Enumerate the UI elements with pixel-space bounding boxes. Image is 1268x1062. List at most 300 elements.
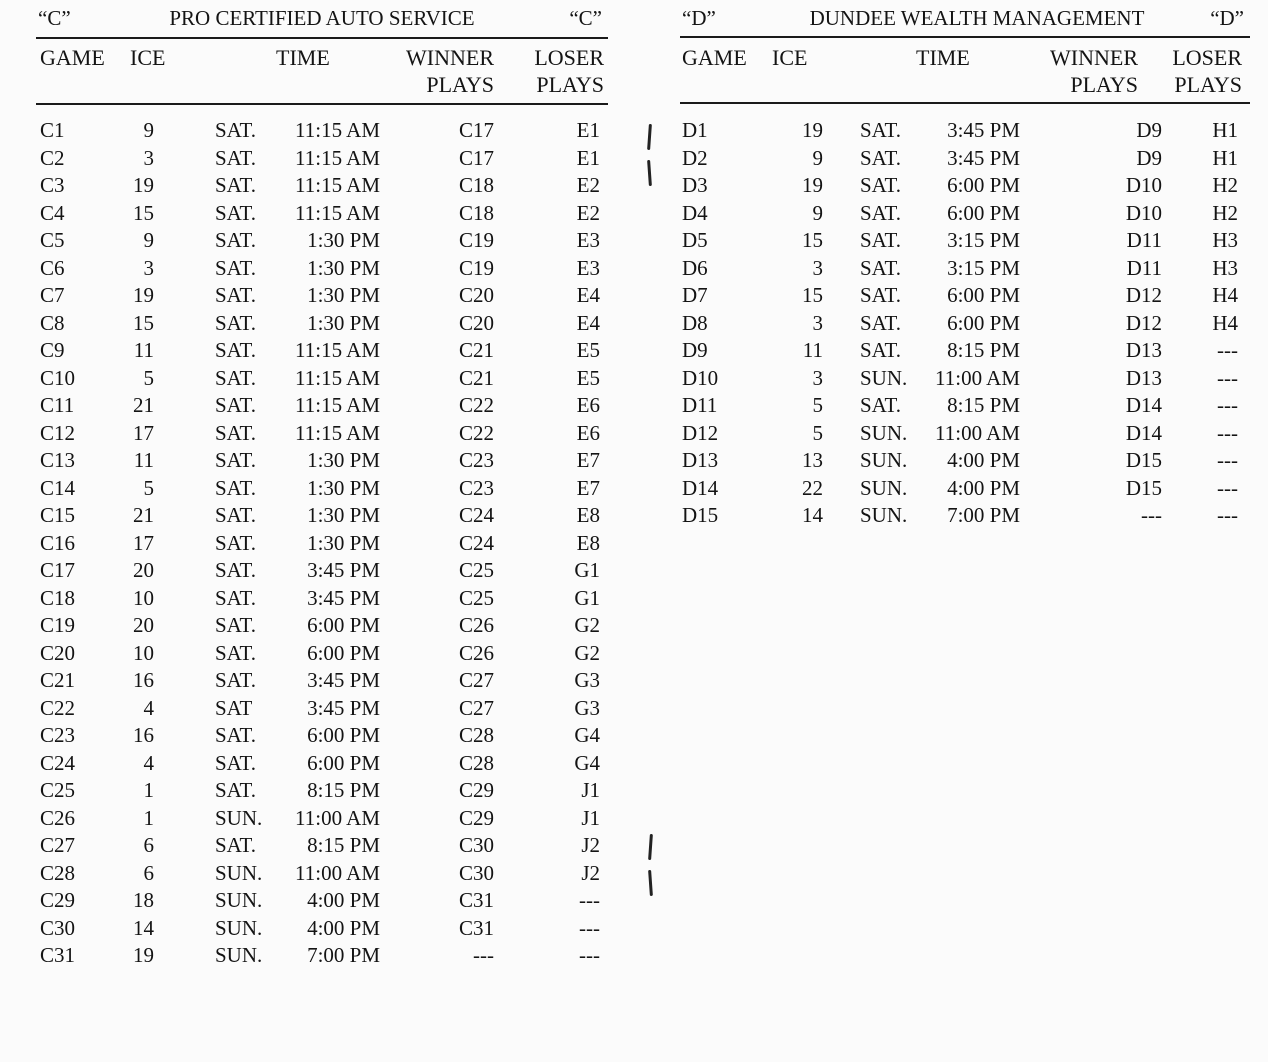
day-cell: SAT. bbox=[215, 778, 257, 802]
game-cell: C7 bbox=[40, 283, 65, 307]
table-row bbox=[36, 501, 608, 529]
table-row bbox=[36, 446, 608, 474]
time-cell: 8:15 PM bbox=[947, 393, 1020, 417]
table-row bbox=[36, 474, 608, 502]
time-cell: 11:00 AM bbox=[295, 805, 380, 830]
loser-plays-cell: H4 bbox=[1212, 310, 1238, 335]
game-cell: C20 bbox=[40, 640, 76, 665]
time-cell: 1:30 PM bbox=[307, 448, 380, 472]
game-cell: C5 bbox=[40, 228, 65, 252]
loser-plays-cell: H3 bbox=[1212, 228, 1238, 252]
ice-cell: 15 bbox=[133, 310, 154, 335]
table-row bbox=[36, 804, 608, 832]
winner-plays-cell: C17 bbox=[458, 118, 494, 142]
day-cell: SAT. bbox=[215, 228, 257, 252]
loser-plays-cell: E6 bbox=[576, 393, 600, 417]
staple-mark bbox=[648, 870, 653, 896]
table-row bbox=[36, 749, 608, 777]
ice-cell: 19 bbox=[133, 943, 154, 967]
day-cell: SAT. bbox=[215, 118, 257, 142]
table-row bbox=[36, 226, 608, 254]
loser-plays-cell: H1 bbox=[1212, 145, 1238, 170]
loser-plays-cell: E4 bbox=[576, 310, 600, 335]
loser-plays-cell: --- bbox=[1217, 365, 1238, 390]
loser-plays-cell: H3 bbox=[1212, 255, 1238, 280]
winner-plays-cell: D13 bbox=[1125, 338, 1162, 362]
header-winner-plays: PLAYS bbox=[1070, 72, 1138, 97]
time-cell: 6:00 PM bbox=[307, 640, 380, 665]
game-cell: C16 bbox=[40, 530, 76, 555]
bracket-d-left-tag: “D” bbox=[682, 6, 716, 30]
winner-plays-cell: C29 bbox=[458, 778, 494, 802]
winner-plays-cell: D11 bbox=[1126, 228, 1162, 252]
day-cell: SAT. bbox=[215, 393, 257, 417]
table-row bbox=[680, 474, 1250, 502]
day-cell: SAT. bbox=[215, 365, 257, 390]
table-row bbox=[36, 254, 608, 282]
table-row bbox=[680, 446, 1250, 474]
game-cell: C29 bbox=[40, 888, 76, 912]
table-row bbox=[36, 886, 608, 914]
day-cell: SUN. bbox=[860, 503, 908, 527]
time-cell: 3:45 PM bbox=[307, 558, 380, 582]
game-cell: D13 bbox=[682, 448, 719, 472]
bracket-c-left-tag: “C” bbox=[38, 6, 71, 30]
game-cell: C8 bbox=[40, 310, 65, 335]
time-cell: 7:00 PM bbox=[947, 503, 1020, 527]
day-cell: SAT. bbox=[215, 723, 257, 747]
day-cell: SAT. bbox=[215, 558, 257, 582]
day-cell: SAT. bbox=[215, 475, 257, 500]
ice-cell: 3 bbox=[812, 365, 823, 390]
day-cell: SAT. bbox=[215, 200, 257, 225]
time-cell: 11:15 AM bbox=[295, 393, 380, 417]
table-row bbox=[680, 226, 1250, 254]
day-cell: SUN. bbox=[215, 943, 263, 967]
loser-plays-cell: H2 bbox=[1212, 173, 1238, 197]
winner-plays-cell: C20 bbox=[458, 283, 494, 307]
ice-cell: 11 bbox=[133, 338, 154, 362]
header-winner-plays: PLAYS bbox=[426, 72, 494, 97]
game-cell: C11 bbox=[40, 393, 75, 417]
header-ice: ICE bbox=[772, 45, 808, 70]
winner-plays-cell: C18 bbox=[458, 173, 494, 197]
game-cell: C9 bbox=[40, 338, 65, 362]
staple-mark bbox=[648, 834, 653, 860]
header-bottom-rule bbox=[680, 102, 1250, 104]
time-cell: 8:15 PM bbox=[947, 338, 1020, 362]
winner-plays-cell: C22 bbox=[458, 420, 494, 445]
time-cell: 1:30 PM bbox=[307, 283, 380, 307]
ice-cell: 5 bbox=[143, 475, 154, 500]
time-cell: 4:00 PM bbox=[947, 448, 1020, 472]
ice-cell: 6 bbox=[143, 860, 154, 885]
time-cell: 3:45 PM bbox=[947, 118, 1020, 142]
winner-plays-cell: C31 bbox=[458, 915, 494, 940]
ice-cell: 22 bbox=[802, 475, 823, 500]
table-row bbox=[36, 611, 608, 639]
loser-plays-cell: G4 bbox=[574, 723, 600, 747]
loser-plays-cell: E8 bbox=[576, 530, 600, 555]
ice-cell: 6 bbox=[143, 833, 154, 857]
ice-cell: 5 bbox=[812, 393, 823, 417]
loser-plays-cell: E7 bbox=[576, 448, 600, 472]
time-cell: 1:30 PM bbox=[307, 255, 380, 280]
table-row bbox=[36, 336, 608, 364]
day-cell: SAT. bbox=[860, 255, 902, 280]
game-cell: C27 bbox=[40, 833, 76, 857]
loser-plays-cell: --- bbox=[1217, 420, 1238, 445]
ice-cell: 21 bbox=[133, 503, 154, 527]
loser-plays-cell: E1 bbox=[576, 118, 600, 142]
ice-cell: 19 bbox=[802, 118, 823, 142]
game-cell: C12 bbox=[40, 420, 76, 445]
ice-cell: 15 bbox=[802, 228, 823, 252]
table-row bbox=[36, 391, 608, 419]
header-loser: LOSER bbox=[1172, 45, 1242, 70]
winner-plays-cell: C21 bbox=[458, 365, 494, 390]
loser-plays-cell: G3 bbox=[574, 668, 600, 692]
time-cell: 4:00 PM bbox=[947, 475, 1020, 500]
ice-cell: 3 bbox=[143, 145, 154, 170]
ice-cell: 4 bbox=[143, 750, 154, 775]
game-cell: C17 bbox=[40, 558, 76, 582]
day-cell: SUN. bbox=[860, 420, 908, 445]
day-cell: SAT. bbox=[215, 338, 257, 362]
ice-cell: 18 bbox=[133, 888, 154, 912]
day-cell: SAT. bbox=[215, 283, 257, 307]
ice-cell: 5 bbox=[812, 420, 823, 445]
ice-cell: 1 bbox=[143, 778, 154, 802]
staple-mark bbox=[647, 160, 652, 186]
loser-plays-cell: G1 bbox=[574, 558, 600, 582]
loser-plays-cell: --- bbox=[1217, 338, 1238, 362]
ice-cell: 16 bbox=[133, 723, 154, 747]
table-row bbox=[36, 941, 608, 969]
day-cell: SAT. bbox=[215, 255, 257, 280]
day-cell: SAT bbox=[215, 695, 253, 720]
day-cell: SAT. bbox=[215, 750, 257, 775]
winner-plays-cell: C27 bbox=[458, 695, 494, 720]
game-cell: D9 bbox=[682, 338, 708, 362]
winner-plays-cell: C26 bbox=[458, 613, 494, 637]
game-cell: D11 bbox=[682, 393, 718, 417]
winner-plays-cell: --- bbox=[473, 943, 494, 967]
time-cell: 6:00 PM bbox=[307, 750, 380, 775]
time-cell: 11:00 AM bbox=[295, 860, 380, 885]
day-cell: SAT. bbox=[215, 585, 257, 610]
winner-plays-cell: D10 bbox=[1125, 173, 1162, 197]
table-row bbox=[36, 639, 608, 667]
day-cell: SAT. bbox=[860, 283, 902, 307]
header-winner: WINNER bbox=[406, 45, 494, 70]
bracket-d-panel bbox=[680, 0, 1250, 560]
game-cell: D4 bbox=[682, 200, 708, 225]
time-cell: 3:15 PM bbox=[947, 228, 1020, 252]
bracket-d-right-tag: “D” bbox=[1210, 6, 1244, 30]
header-loser-plays: PLAYS bbox=[1174, 72, 1242, 97]
game-cell: D3 bbox=[682, 173, 708, 197]
time-cell: 4:00 PM bbox=[307, 888, 380, 912]
ice-cell: 20 bbox=[133, 558, 154, 582]
table-row bbox=[680, 144, 1250, 172]
loser-plays-cell: E6 bbox=[576, 420, 600, 445]
time-cell: 11:15 AM bbox=[295, 145, 380, 170]
table-row bbox=[36, 831, 608, 859]
table-row bbox=[680, 364, 1250, 392]
table-row bbox=[680, 501, 1250, 529]
time-cell: 6:00 PM bbox=[947, 200, 1020, 225]
loser-plays-cell: E1 bbox=[576, 145, 600, 170]
day-cell: SAT. bbox=[215, 503, 257, 527]
table-row bbox=[36, 584, 608, 612]
day-cell: SAT. bbox=[860, 173, 902, 197]
day-cell: SAT. bbox=[860, 228, 902, 252]
winner-plays-cell: C30 bbox=[458, 833, 494, 857]
day-cell: SUN. bbox=[860, 365, 908, 390]
winner-plays-cell: C25 bbox=[458, 558, 494, 582]
winner-plays-cell: C23 bbox=[458, 448, 494, 472]
day-cell: SAT. bbox=[860, 145, 902, 170]
ice-cell: 10 bbox=[133, 585, 154, 610]
time-cell: 11:15 AM bbox=[295, 365, 380, 390]
ice-cell: 19 bbox=[133, 283, 154, 307]
time-cell: 1:30 PM bbox=[307, 310, 380, 335]
ice-cell: 4 bbox=[143, 695, 154, 720]
ice-cell: 3 bbox=[812, 255, 823, 280]
loser-plays-cell: E3 bbox=[576, 228, 600, 252]
table-row bbox=[680, 281, 1250, 309]
winner-plays-cell: C17 bbox=[458, 145, 494, 170]
game-cell: C25 bbox=[40, 778, 76, 802]
ice-cell: 20 bbox=[133, 613, 154, 637]
header-ice: ICE bbox=[130, 45, 166, 70]
table-row bbox=[36, 419, 608, 447]
loser-plays-cell: E4 bbox=[576, 283, 600, 307]
bracket-c-right-tag: “C” bbox=[569, 6, 602, 30]
loser-plays-cell: H2 bbox=[1212, 200, 1238, 225]
loser-plays-cell: E5 bbox=[576, 338, 600, 362]
header-time: TIME bbox=[916, 45, 970, 70]
loser-plays-cell: --- bbox=[579, 943, 600, 967]
loser-plays-cell: H1 bbox=[1212, 118, 1238, 142]
time-cell: 6:00 PM bbox=[947, 283, 1020, 307]
time-cell: 1:30 PM bbox=[307, 475, 380, 500]
game-cell: C21 bbox=[40, 668, 76, 692]
table-row bbox=[36, 556, 608, 584]
game-cell: D5 bbox=[682, 228, 708, 252]
day-cell: SAT. bbox=[215, 420, 257, 445]
loser-plays-cell: --- bbox=[1217, 448, 1238, 472]
ice-cell: 9 bbox=[143, 118, 154, 142]
loser-plays-cell: J2 bbox=[581, 860, 600, 885]
table-row bbox=[36, 914, 608, 942]
time-cell: 11:15 AM bbox=[295, 118, 380, 142]
ice-cell: 10 bbox=[133, 640, 154, 665]
bracket-d-title: DUNDEE WEALTH MANAGEMENT bbox=[809, 6, 1145, 30]
game-cell: C13 bbox=[40, 448, 76, 472]
table-row bbox=[36, 776, 608, 804]
time-cell: 3:45 PM bbox=[307, 695, 380, 720]
table-row bbox=[36, 281, 608, 309]
bracket-c-schedule-table bbox=[36, 116, 608, 969]
loser-plays-cell: G2 bbox=[574, 613, 600, 637]
game-cell: D8 bbox=[682, 310, 708, 335]
loser-plays-cell: G3 bbox=[574, 695, 600, 720]
table-row bbox=[680, 336, 1250, 364]
time-cell: 11:15 AM bbox=[295, 338, 380, 362]
loser-plays-cell: E5 bbox=[576, 365, 600, 390]
winner-plays-cell: D13 bbox=[1125, 365, 1162, 390]
bracket-d-schedule-table bbox=[680, 116, 1250, 529]
winner-plays-cell: C25 bbox=[458, 585, 494, 610]
game-cell: D1 bbox=[682, 118, 708, 142]
ice-cell: 9 bbox=[143, 228, 154, 252]
table-row bbox=[36, 859, 608, 887]
time-cell: 6:00 PM bbox=[947, 310, 1020, 335]
game-cell: D6 bbox=[682, 255, 708, 280]
loser-plays-cell: --- bbox=[1217, 475, 1238, 500]
ice-cell: 19 bbox=[802, 173, 823, 197]
header-loser-plays: PLAYS bbox=[536, 72, 604, 97]
winner-plays-cell: C24 bbox=[458, 530, 494, 555]
winner-plays-cell: C19 bbox=[458, 228, 494, 252]
day-cell: SAT. bbox=[860, 393, 902, 417]
game-cell: C19 bbox=[40, 613, 76, 637]
day-cell: SAT. bbox=[215, 530, 257, 555]
loser-plays-cell: E7 bbox=[576, 475, 600, 500]
winner-plays-cell: C30 bbox=[458, 860, 494, 885]
ice-cell: 15 bbox=[802, 283, 823, 307]
time-cell: 11:15 AM bbox=[295, 173, 380, 197]
time-cell: 8:15 PM bbox=[307, 833, 380, 857]
header-bottom-rule bbox=[36, 103, 608, 105]
game-cell: C28 bbox=[40, 860, 76, 885]
game-cell: D10 bbox=[682, 365, 719, 390]
game-cell: C15 bbox=[40, 503, 76, 527]
day-cell: SAT. bbox=[215, 310, 257, 335]
day-cell: SAT. bbox=[215, 668, 257, 692]
loser-plays-cell: E2 bbox=[576, 173, 600, 197]
table-row bbox=[36, 666, 608, 694]
table-row bbox=[36, 721, 608, 749]
day-cell: SAT. bbox=[215, 613, 257, 637]
game-cell: C24 bbox=[40, 750, 76, 775]
table-row bbox=[36, 199, 608, 227]
ice-cell: 11 bbox=[133, 448, 154, 472]
time-cell: 11:15 AM bbox=[295, 420, 380, 445]
day-cell: SAT. bbox=[860, 118, 902, 142]
game-cell: C30 bbox=[40, 915, 76, 940]
ice-cell: 17 bbox=[133, 530, 154, 555]
table-row bbox=[680, 309, 1250, 337]
day-cell: SAT. bbox=[215, 145, 257, 170]
game-cell: D7 bbox=[682, 283, 708, 307]
table-row bbox=[680, 199, 1250, 227]
ice-cell: 13 bbox=[802, 448, 823, 472]
game-cell: D12 bbox=[682, 420, 719, 445]
day-cell: SUN. bbox=[215, 915, 263, 940]
winner-plays-cell: D10 bbox=[1125, 200, 1162, 225]
ice-cell: 17 bbox=[133, 420, 154, 445]
winner-plays-cell: C28 bbox=[458, 750, 494, 775]
time-cell: 7:00 PM bbox=[307, 943, 380, 967]
time-cell: 11:00 AM bbox=[935, 365, 1020, 390]
time-cell: 11:00 AM bbox=[935, 420, 1020, 445]
winner-plays-cell: D12 bbox=[1125, 310, 1162, 335]
winner-plays-cell: C26 bbox=[458, 640, 494, 665]
time-cell: 6:00 PM bbox=[947, 173, 1020, 197]
ice-cell: 3 bbox=[143, 255, 154, 280]
table-row bbox=[680, 254, 1250, 282]
loser-plays-cell: --- bbox=[1217, 393, 1238, 417]
time-cell: 1:30 PM bbox=[307, 228, 380, 252]
loser-plays-cell: J1 bbox=[581, 778, 600, 802]
day-cell: SUN. bbox=[215, 805, 263, 830]
loser-plays-cell: E3 bbox=[576, 255, 600, 280]
time-cell: 6:00 PM bbox=[307, 613, 380, 637]
winner-plays-cell: D15 bbox=[1125, 448, 1162, 472]
header-winner: WINNER bbox=[1050, 45, 1138, 70]
winner-plays-cell: C21 bbox=[458, 338, 494, 362]
time-cell: 3:45 PM bbox=[947, 145, 1020, 170]
day-cell: SAT. bbox=[215, 173, 257, 197]
header-top-rule bbox=[36, 37, 608, 39]
winner-plays-cell: D14 bbox=[1125, 393, 1162, 417]
day-cell: SUN. bbox=[215, 888, 263, 912]
table-row bbox=[36, 171, 608, 199]
loser-plays-cell: G1 bbox=[574, 585, 600, 610]
game-cell: D2 bbox=[682, 145, 708, 170]
ice-cell: 5 bbox=[143, 365, 154, 390]
day-cell: SUN. bbox=[215, 860, 263, 885]
time-cell: 3:45 PM bbox=[307, 585, 380, 610]
ice-cell: 21 bbox=[133, 393, 154, 417]
table-row bbox=[36, 364, 608, 392]
time-cell: 3:15 PM bbox=[947, 255, 1020, 280]
header-game: GAME bbox=[682, 45, 747, 70]
game-cell: C23 bbox=[40, 723, 76, 747]
bracket-d-title-row bbox=[680, 6, 1250, 34]
header-loser: LOSER bbox=[534, 45, 604, 70]
loser-plays-cell: J2 bbox=[581, 833, 600, 857]
game-cell: C6 bbox=[40, 255, 65, 280]
table-row bbox=[36, 694, 608, 722]
winner-plays-cell: C22 bbox=[458, 393, 494, 417]
time-cell: 1:30 PM bbox=[307, 503, 380, 527]
day-cell: SUN. bbox=[860, 475, 908, 500]
winner-plays-cell: C31 bbox=[458, 888, 494, 912]
winner-plays-cell: C18 bbox=[458, 200, 494, 225]
game-cell: C2 bbox=[40, 145, 65, 170]
day-cell: SAT. bbox=[215, 640, 257, 665]
winner-plays-cell: D15 bbox=[1125, 475, 1162, 500]
loser-plays-cell: --- bbox=[1217, 503, 1238, 527]
loser-plays-cell: H4 bbox=[1212, 283, 1238, 307]
header-top-rule bbox=[680, 36, 1250, 38]
ice-cell: 19 bbox=[133, 173, 154, 197]
ice-cell: 3 bbox=[812, 310, 823, 335]
day-cell: SAT. bbox=[860, 338, 902, 362]
ice-cell: 11 bbox=[802, 338, 823, 362]
header-time: TIME bbox=[276, 45, 330, 70]
time-cell: 3:45 PM bbox=[307, 668, 380, 692]
winner-plays-cell: C28 bbox=[458, 723, 494, 747]
game-cell: C22 bbox=[40, 695, 76, 720]
winner-plays-cell: C20 bbox=[458, 310, 494, 335]
day-cell: SAT. bbox=[860, 310, 902, 335]
winner-plays-cell: D14 bbox=[1125, 420, 1162, 445]
